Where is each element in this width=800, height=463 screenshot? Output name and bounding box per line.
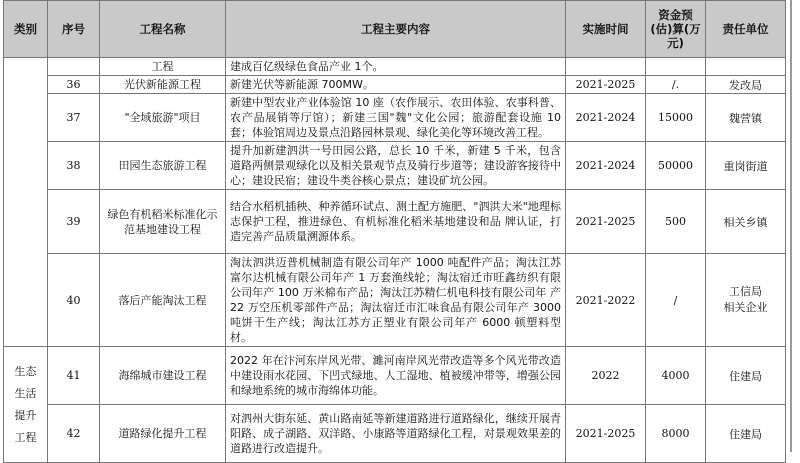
row-name: 田园生态旅游工程	[100, 142, 226, 190]
row-content: 新建光伏等新能源 700MW。	[226, 76, 566, 94]
row-unit: 住建局	[706, 405, 786, 463]
row-content: 建成百亿级绿色食品产业 1个。	[226, 58, 566, 76]
row-name: "全域旅游"项目	[100, 94, 226, 142]
header-number: 序号	[48, 1, 100, 58]
category-line: 工程	[14, 430, 37, 444]
row-funds: /.	[646, 76, 706, 94]
header-unit: 责任单位	[706, 1, 786, 58]
header-content: 工程主要内容	[226, 1, 566, 58]
row-unit: 魏营镇	[706, 94, 786, 142]
row-name: 工程	[100, 58, 226, 76]
row-content: 对泗州大街东延、黄山路南延等新建道路进行道路绿化，继续开展青阳路、成子湖路、双洋路、小康路等道路绿化工程，对景观效果差的道路进行改造提升。	[226, 405, 566, 463]
header-name: 工程名称	[100, 1, 226, 58]
header-period: 实施时间	[566, 1, 646, 58]
row-unit-lines: 工信局 相关企业	[723, 285, 768, 314]
row-number: 36	[48, 76, 100, 94]
header-funds: 资金预(估)算(万元)	[646, 1, 706, 58]
row-name: 光伏新能源工程	[100, 76, 226, 94]
category-line: 生态	[14, 364, 37, 378]
row-content: 2022 年在汴河东岸风光带、濉河南岸风光带改造等多个风光带改造中建设雨水花园、下凹式绿地、人工湿地、植被缓冲带等，增强公园和绿地系统的城市海绵体功能。	[226, 347, 566, 405]
row-period: 2021-2024	[566, 94, 646, 142]
row-number: 41	[48, 347, 100, 405]
row-unit: 发改局	[706, 76, 786, 94]
row-funds: 4000	[646, 347, 706, 405]
row-funds: /	[646, 254, 706, 347]
row-name: 绿色有机稻米标准化示范基地建设工程	[100, 190, 226, 254]
row-funds: 50000	[646, 142, 706, 190]
row-number: 37	[48, 94, 100, 142]
row-unit: 相关乡镇	[706, 190, 786, 254]
row-name: 落后产能淘汰工程	[100, 254, 226, 347]
category-line: 提升	[14, 408, 37, 422]
row-content: 结合水稻机插秧、种养循环试点、测土配方施肥、"泗洪大米"地理标志保护工程，推进绿色、有机标准化稻米基地建设和品 牌认证，打造完善产品质量溯源体系。	[226, 190, 566, 254]
row-name: 海绵城市建设工程	[100, 347, 226, 405]
row-funds: 500	[646, 190, 706, 254]
row-unit: 住建局	[706, 347, 786, 405]
row-unit: 重岗街道	[706, 142, 786, 190]
row-funds: 15000	[646, 94, 706, 142]
row-content: 淘汰泗洪迈普机械制造有限公司年产 1000 吨配件产品；淘汰江苏富尔达机械有限公司年产 1 万套渔线轮；淘汰宿迁市旺鑫纺织有限公司年产 100 万米棉布产品；淘汰江苏精仁机电科技有限公司年 产 22 万空压机零部件产品；淘汰宿迁市汇味食品有限公司年产 3000 吨饼干生产线；淘汰江苏方正塑业有限公司年产 6000 顿塑料型材。	[226, 254, 566, 347]
row-period: 2021-2025	[566, 405, 646, 463]
row-number: 39	[48, 190, 100, 254]
row-number: 38	[48, 142, 100, 190]
row-content: 提升加新建泗洪一号田园公路，总长 10 千米，新建 5 千米，包含道路两侧景观绿化以及相关景观节点及骑行步道等；建设游客接待中心；建设民宿；建设牛类谷核心景点；建设矿坑公园。	[226, 142, 566, 190]
row-period: 2021-2024	[566, 142, 646, 190]
row-funds: 8000	[646, 405, 706, 463]
row-number: 42	[48, 405, 100, 463]
row-period: 2021-2025	[566, 76, 646, 94]
category-line: 生活	[14, 386, 37, 400]
row-period: 2021-2022	[566, 254, 646, 347]
row-name: 道路绿化提升工程	[100, 405, 226, 463]
row-number: 40	[48, 254, 100, 347]
row-period: 2022	[566, 347, 646, 405]
header-category: 类别	[4, 1, 48, 58]
row-period: 2021-2025	[566, 190, 646, 254]
row-content: 新建中型农业产业体验馆 10 座（农作展示、农田体验、农事科普、农产品展销等厅馆）；新建三国"魏"文化公园；旅游配套设施 10 套；体验馆周边及景点沿路园林景观、绿化美化等环境改善工程。	[226, 94, 566, 142]
